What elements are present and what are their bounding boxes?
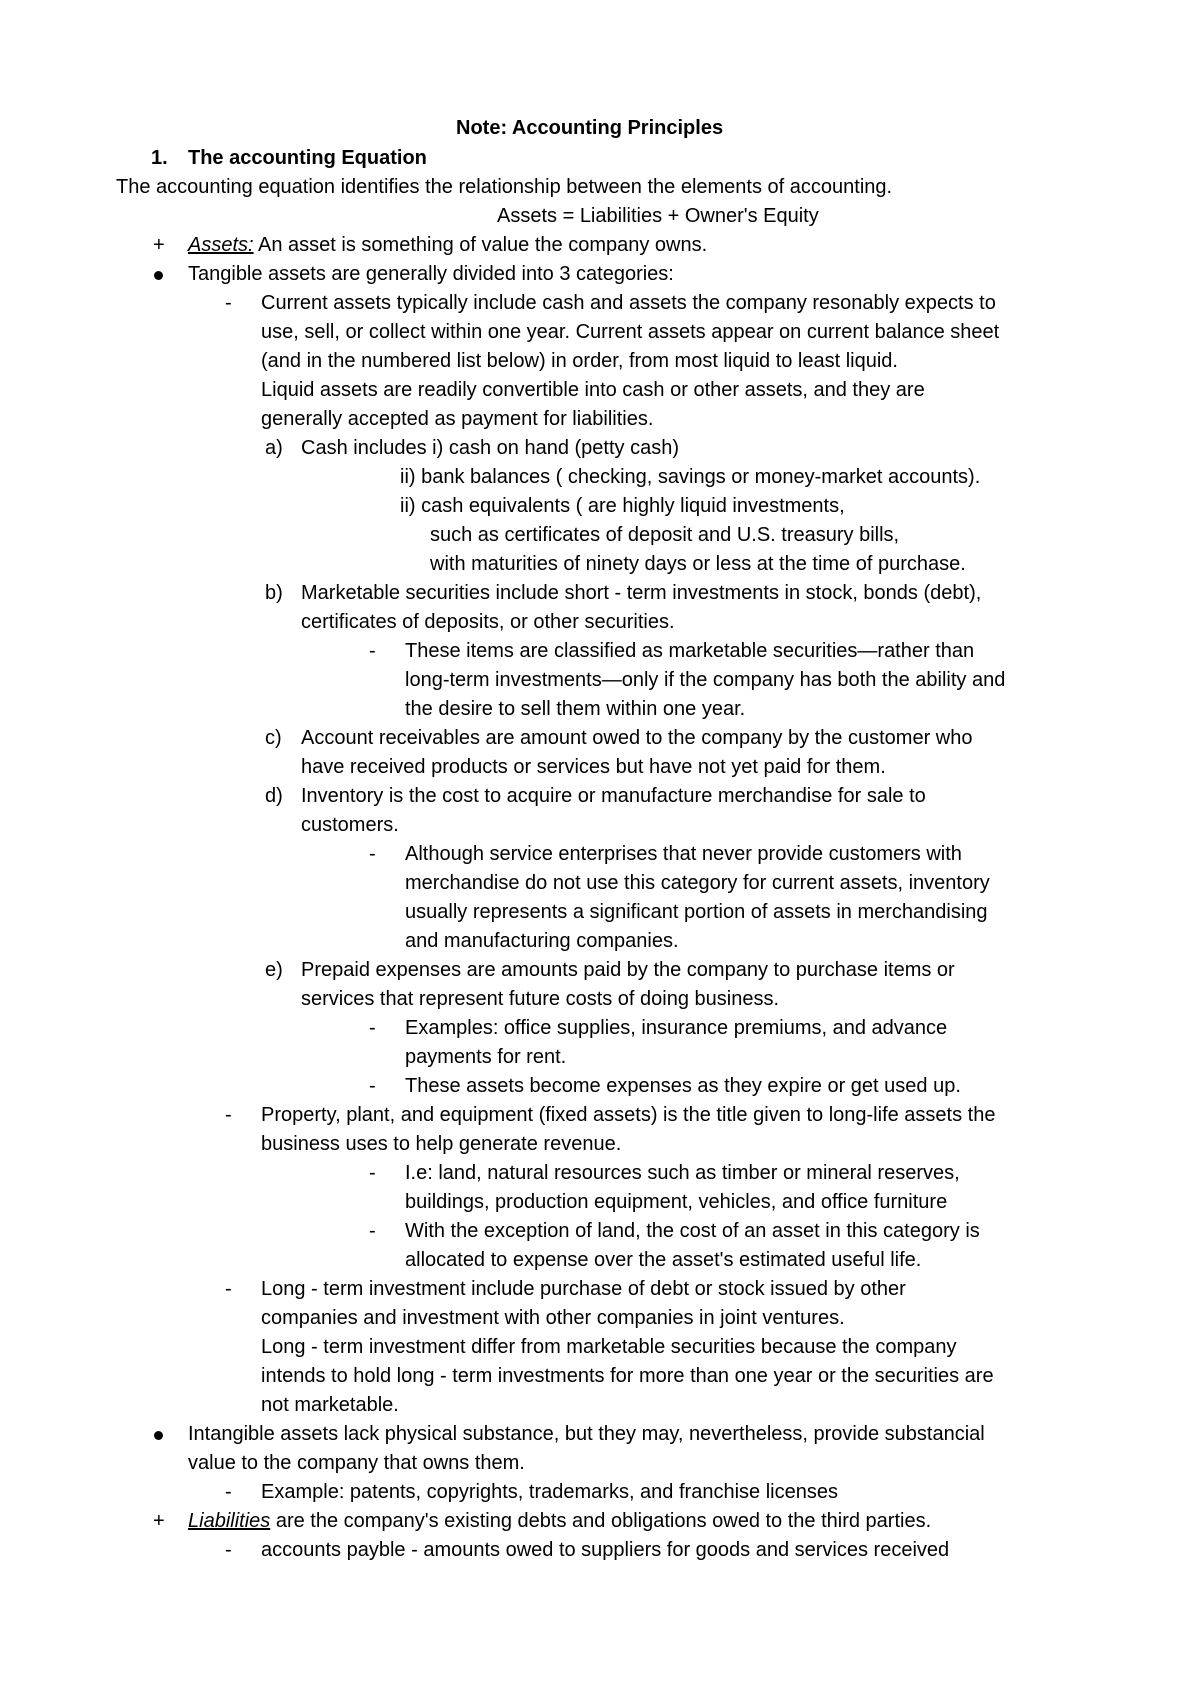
cash-line: with maturities of ninety days or less at the time of purchase. xyxy=(430,553,966,575)
ppe-sub-line: buildings, production equipment, vehicles, and office furniture xyxy=(405,1191,948,1213)
ppe-line: Property, plant, and equipment (fixed assets) is the title given to long-life assets the xyxy=(261,1104,996,1126)
list-marker-e: e) xyxy=(265,959,283,981)
accounting-equation: Assets = Liabilities + Owner's Equity xyxy=(497,205,819,227)
assets-definition-text: An asset is something of value the company owns. xyxy=(253,234,708,256)
list-marker-d: d) xyxy=(265,785,283,807)
prepaid-line: Prepaid expenses are amounts paid by the company to purchase items or xyxy=(301,959,955,981)
list-marker-c: c) xyxy=(265,727,282,749)
intangible-example: Example: patents, copyrights, trademarks, and franchise licenses xyxy=(261,1481,838,1503)
cash-line: ii) cash equivalents ( are highly liquid investments, xyxy=(400,495,845,517)
cash-line: ii) bank balances ( checking, savings or money-market accounts). xyxy=(400,466,981,488)
liabilities-example: accounts payble - amounts owed to suppliers for goods and services received xyxy=(261,1539,950,1561)
current-assets-line: (and in the numbered list below) in order, from most liquid to least liquid. xyxy=(261,350,898,372)
liabilities-term: Liabilities xyxy=(188,1510,271,1532)
bullet-icon xyxy=(154,271,163,280)
list-marker-a: a) xyxy=(265,437,283,459)
assets-definition xyxy=(188,233,707,257)
receivables-line: Account receivables are amount owed to the company by the customer who xyxy=(301,727,973,749)
marketable-sub-line: long-term investments—only if the company has both the ability and xyxy=(405,669,1006,691)
marketable-line: certificates of deposits, or other securities. xyxy=(301,611,675,633)
ppe-sub-line: With the exception of land, the cost of an asset in this category is xyxy=(405,1220,980,1242)
marketable-line: Marketable securities include short - term investments in stock, bonds (debt), xyxy=(301,582,982,604)
inventory-sub-line: Although service enterprises that never provide customers with xyxy=(405,843,962,865)
marketable-sub-line: the desire to sell them within one year. xyxy=(405,698,746,720)
section-number: 1. xyxy=(151,147,168,169)
lti-line: Long - term investment differ from marketable securities because the company xyxy=(261,1336,957,1358)
inventory-line: customers. xyxy=(301,814,399,836)
dash-marker: - xyxy=(225,1278,232,1300)
inventory-sub-line: usually represents a significant portion of assets in merchandising xyxy=(405,901,988,923)
dash-marker: - xyxy=(369,1220,376,1242)
plus-marker: + xyxy=(153,234,165,256)
marketable-sub-line: These items are classified as marketable securities—rather than xyxy=(405,640,975,662)
dash-marker: - xyxy=(225,292,232,314)
dash-marker: - xyxy=(369,1075,376,1097)
inventory-sub-line: merchandise do not use this category for current assets, inventory xyxy=(405,872,990,894)
prepaid-line: services that represent future costs of doing business. xyxy=(301,988,780,1010)
inventory-sub-line: and manufacturing companies. xyxy=(405,930,679,952)
current-assets-line: Current assets typically include cash and assets the company resonably expects to xyxy=(261,292,996,314)
ppe-sub-line: I.e: land, natural resources such as timber or mineral reserves, xyxy=(405,1162,960,1184)
plus-marker: + xyxy=(153,1510,165,1532)
receivables-line: have received products or services but have not yet paid for them. xyxy=(301,756,886,778)
dash-marker: - xyxy=(225,1481,232,1503)
intangible-line: Intangible assets lack physical substance, but they may, nevertheless, provide substancial xyxy=(188,1423,985,1445)
prepaid-sub-line: payments for rent. xyxy=(405,1046,567,1068)
current-assets-line: use, sell, or collect within one year. Current assets appear on current balance sheet xyxy=(261,321,1000,343)
dash-marker: - xyxy=(225,1104,232,1126)
cash-line: Cash includes i) cash on hand (petty cash) xyxy=(301,437,679,459)
prepaid-sub-line: These assets become expenses as they expire or get used up. xyxy=(405,1075,961,1097)
inventory-line: Inventory is the cost to acquire or manufacture merchandise for sale to xyxy=(301,785,926,807)
current-assets-line: Liquid assets are readily convertible into cash or other assets, and they are xyxy=(261,379,925,401)
assets-term: Assets: xyxy=(188,234,254,256)
liabilities-definition xyxy=(188,1509,931,1533)
dash-marker: - xyxy=(369,843,376,865)
list-marker-b: b) xyxy=(265,582,283,604)
lti-line: not marketable. xyxy=(261,1394,399,1416)
cash-line: such as certificates of deposit and U.S. treasury bills, xyxy=(430,524,900,546)
page-title: Note: Accounting Principles xyxy=(456,117,724,139)
ppe-sub-line: allocated to expense over the asset's estimated useful life. xyxy=(405,1249,922,1271)
tangible-intro: Tangible assets are generally divided into 3 categories: xyxy=(188,263,674,285)
ppe-line: business uses to help generate revenue. xyxy=(261,1133,622,1155)
prepaid-sub-line: Examples: office supplies, insurance premiums, and advance xyxy=(405,1017,948,1039)
bullet-icon xyxy=(154,1431,163,1440)
dash-marker: - xyxy=(369,1017,376,1039)
section-heading: The accounting Equation xyxy=(188,147,427,169)
intangible-line: value to the company that owns them. xyxy=(188,1452,525,1474)
dash-marker: - xyxy=(225,1539,232,1561)
liabilities-definition-text: are the company's existing debts and obligations owed to the third parties. xyxy=(270,1510,932,1532)
current-assets-line: generally accepted as payment for liabilities. xyxy=(261,408,654,430)
lti-line: Long - term investment include purchase of debt or stock issued by other xyxy=(261,1278,906,1300)
dash-marker: - xyxy=(369,1162,376,1184)
dash-marker: - xyxy=(369,640,376,662)
lti-line: intends to hold long - term investments for more than one year or the securities are xyxy=(261,1365,994,1387)
lti-line: companies and investment with other companies in joint ventures. xyxy=(261,1307,845,1329)
section-intro: The accounting equation identifies the relationship between the elements of accounting. xyxy=(116,176,893,198)
